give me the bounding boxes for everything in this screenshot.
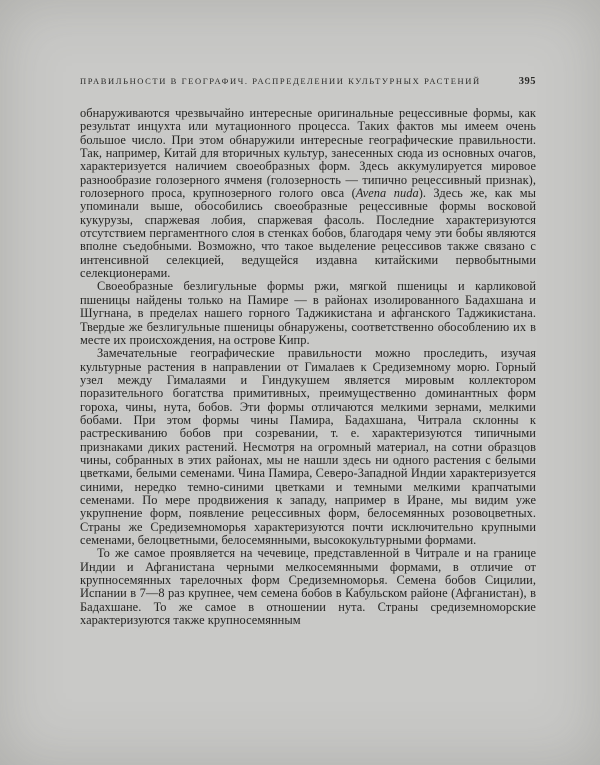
text-run: ). Здесь же, как мы упоминали выше, обособились своеобразные рецессивные формы восковой кукурузы, спаржевая лобия, спаржевая фасоль. Последние характеризуются отсутствием пергаментного слоя в стенках бобов, благодаря чему эти бобы являются вполне съедобными. Возможно, что такое выделение рецессивов также связано с интенсивной селекцией, ведущейся издавна китайскими первобытными селекционерами. (80, 186, 536, 281)
header-title: ПРАВИЛЬНОСТИ В ГЕОГРАФИЧ. РАСПРЕДЕЛЕНИИ КУЛЬТУРНЫХ РАСТЕНИЙ (80, 76, 481, 86)
text-run: Своеобразные безлигульные формы ржи, мягкой пшеницы и карликовой пшеницы найдены только на Памире — в районах изолированного Бадахшана и Шугнана, в пределах нашего горного Таджикистана и афганского Таджикистана. Твердые же безлигульные пшеницы обнаружены, соответственно обособлению их в месте их происхождения, на острове Кипр. (80, 279, 536, 347)
page-number: 395 (518, 76, 536, 87)
text-run: То же самое проявляется на чечевице, представленной в Читрале и на границе Индии и Афганистана черными мелкосемянными формами, в отличие от крупносемянных тарелочных форм Средиземноморья. Семена бобов Сицилии, Испании в 7—8 раз крупнее, чем семена бобов в Кабульском районе (Афганистан), в Бадахшане. То же самое в отношении нута. Страны средиземноморские характеризуются также крупносемянным (80, 546, 536, 628)
paragraph (80, 347, 536, 547)
paragraph (80, 107, 536, 280)
text-run: Замечательные географические правильности можно проследить, изучая культурные растения в направлении от Гималаев к Средиземному морю. Горный узел между Гималаями и Гиндукушем является мировым коллектором поразительного богатства примитивных, преимущественно доминантных форм гороха, чины, нута, бобов. Эти формы отличаются мелкими зернами, мелкими бобами. При этом формы чины Памира, Бадахшана, Читрала склонны к растрескиванию бобов при созревании, т. е. характеризуются типичными признаками диких растений. Несмотря на огромный материал, на сотни образцов чины, собранных в этих районах, мы не нашли здесь ни одного растения с белыми цветками, белыми семенами. Чина Памира, Северо-Западной Индии характеризуется синими, нередко темно-синими цветками и темными мелкими крапчатыми семенами. По мере продвижения к западу, например в Иране, мы видим уже укрупнение форм, появление рецессивных форм, белосемянных розовоцветных. Страны же Средиземноморья характеризуются почти исключительно крупными семенами, белоцветными, белосемянными, высококультурными формами. (80, 346, 536, 547)
text-run: обнаруживаются чрезвычайно интересные оригинальные рецессивные формы, как результат инцухта или мутационного процесса. Таких фактов мы имеем очень большое число. При этом обнаружили интересные географические правильности. Так, например, Китай для вторичных культур, занесенных сюда из основных очагов, характеризуется наличием своеобразных форм. Здесь аккумулируется мировое разнообразие голозерного ячменя (голозерность — типично рецессивный признак), голозерного проса, крупнозерного голого овса ( (80, 106, 536, 201)
running-header (80, 76, 536, 87)
italic-text-run: Avena nuda (355, 186, 419, 201)
paragraph (80, 280, 536, 347)
text-block (80, 107, 536, 627)
paragraph (80, 547, 536, 627)
